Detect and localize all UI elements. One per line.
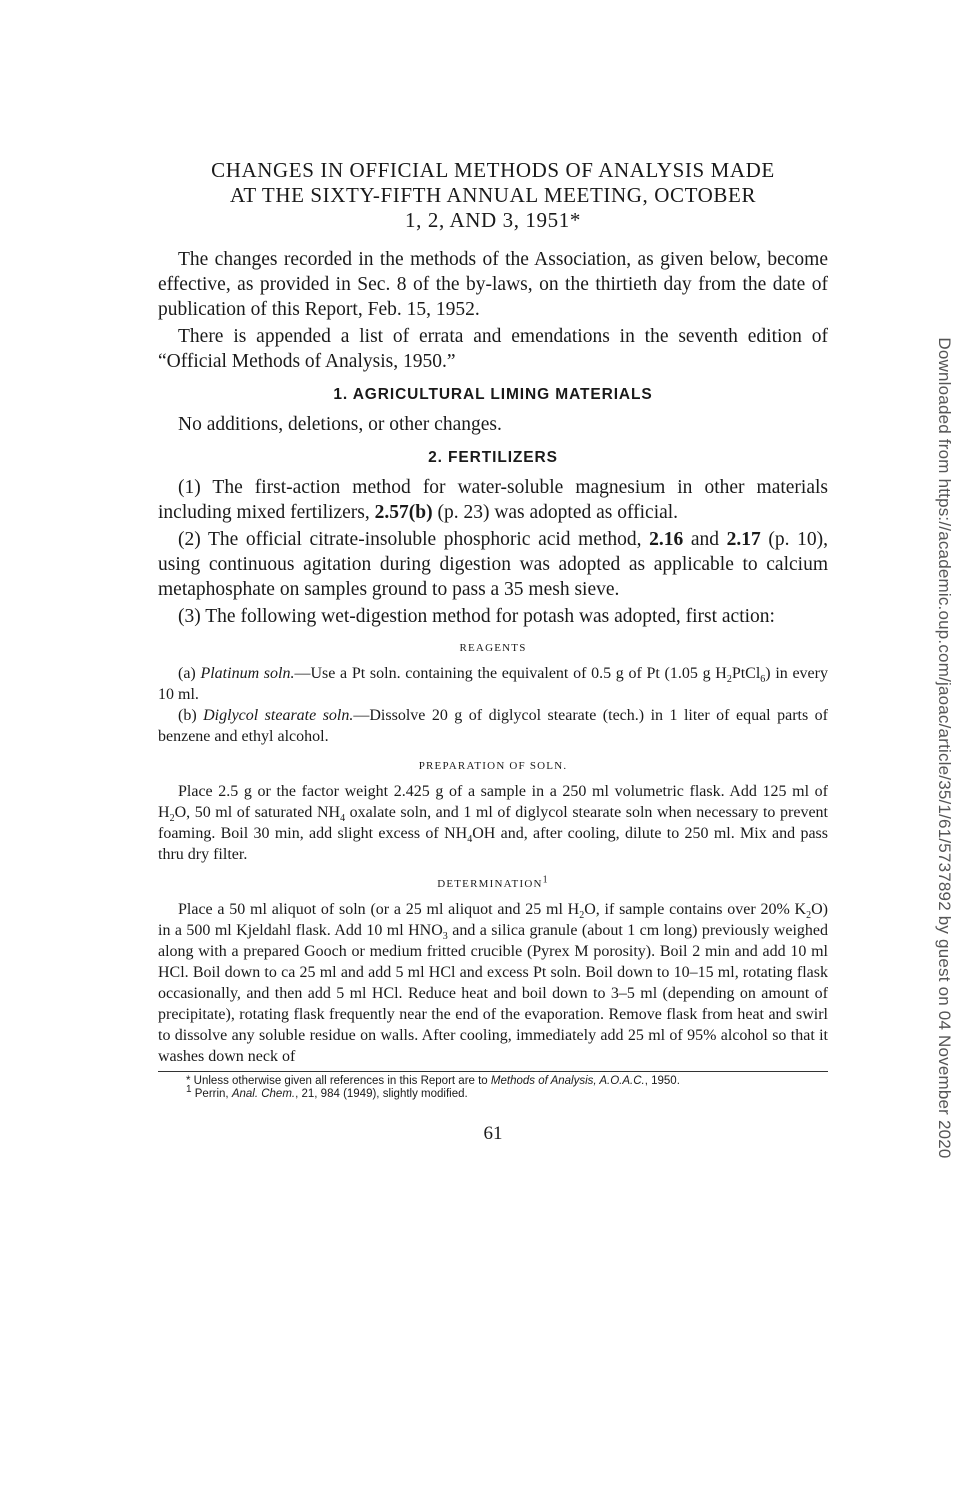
fertilizer-item-1: (1) The first-action method for water-soluble magnesium in other materials including mixed fertilizers, 2.57(b) (p. 23) was adopted as official. bbox=[158, 477, 828, 523]
reagents-block bbox=[158, 642, 828, 747]
section-heading: 2. FERTILIZERS bbox=[428, 449, 558, 466]
title-line-1: CHANGES IN OFFICIAL METHODS OF ANALYSIS MADE bbox=[211, 158, 775, 182]
footnote-1: * Unless otherwise given all references in this Report are to Methods of Analysis, A.O.A.C., 1950. bbox=[186, 1075, 680, 1087]
article-title bbox=[158, 158, 828, 233]
method-reference: 2.16 bbox=[649, 529, 684, 550]
determination-block bbox=[158, 874, 829, 1067]
method-reference: 2.57(b) bbox=[374, 502, 433, 523]
preparation-block bbox=[158, 760, 828, 865]
footnotes bbox=[158, 1071, 828, 1101]
determination-text: Place a 50 ml aliquot of soln (or a 25 ml aliquot and 25 ml $H_2O$, if sample contains over 20% $K_2O$) in a 500 ml Kjeldahl flask. Add 10 ml $HNO_3$ and a silica granule (about 1 cm long) previously weighed along with a prepared Gooch or medium fritted crucible (Pyrex M porosity). Boil 2 min and add 10 ml HCl. Boil down to ca 25 ml and add 5 ml HCl and excess Pt soln. Boil down to 10–15 ml, rotating flask occasionally, and then add 5 ml HCl. Reduce heat and boil down to 3–5 ml (depending on amount of precipitate), rotating flask frequently near the end of the evaporation. Remove flask from heat and swirl to dissolve any soluble residue on walls. After cooling, immediately add 25 ml of 95% alcohol so that it washes down neck of bbox=[158, 901, 829, 1065]
section-text: No additions, deletions, or other changes. bbox=[178, 414, 502, 435]
footnote-2: $^1$ Perrin, Anal. Chem., 21, 984 (1949), slightly modified. bbox=[186, 1084, 468, 1100]
section-heading: 1. AGRICULTURAL LIMING MATERIALS bbox=[333, 386, 653, 403]
subsection-heading: PREPARATION OF SOLN. bbox=[418, 760, 568, 772]
intro-paragraph-1: The changes recorded in the methods of the Association, as given below, become effective, as provided in Sec. 8 of the by-laws, on the thirtieth day from the date of publication of this Report, Feb. 15, 1952. bbox=[158, 249, 828, 320]
subsection-heading: DETERMINATION$^1$ bbox=[437, 874, 549, 890]
title-line-3: 1, 2, AND 3, 1951* bbox=[405, 208, 581, 232]
article-page bbox=[158, 158, 828, 1145]
footnote-mark: 1 bbox=[542, 874, 549, 886]
reagent-b: (b) Diglycol stearate soln.—Dissolve 20 g of diglycol stearate (tech.) in 1 liter of equal parts of benzene and ethyl alcohol. bbox=[158, 707, 828, 745]
section-liming-materials bbox=[158, 386, 828, 437]
fertilizer-item-3: (3) The following wet-digestion method for potash was adopted, first action: bbox=[178, 606, 775, 627]
page-number: 61 bbox=[483, 1123, 503, 1144]
subsection-heading: REAGENTS bbox=[459, 642, 527, 654]
reagent-a: (a) Platinum soln.—Use a Pt soln. containing the equivalent of 0.5 g of Pt (1.05 g $H_2PtCl_6$) in every 10 ml. bbox=[158, 665, 828, 703]
intro-paragraph-2: There is appended a list of errata and emendations in the seventh edition of “Official Methods of Analysis, 1950.” bbox=[158, 326, 828, 372]
introduction bbox=[158, 247, 828, 374]
title-line-2: AT THE SIXTY-FIFTH ANNUAL MEETING, OCTOBER bbox=[229, 183, 757, 207]
preparation-text: Place 2.5 g or the factor weight 2.425 g of a sample in a 250 ml volumetric flask. Add 125 ml of $H_2O$, 50 ml of saturated $NH_4$ oxalate soln, and 1 ml of diglycol stearate soln when necessary to prevent foaming. Boil 30 min, add slight excess of $NH_4OH$ and, after cooling, dilute to 250 ml. Mix and pass thru dry filter. bbox=[158, 783, 829, 863]
fertilizer-item-2: (2) The official citrate-insoluble phosphoric acid method, 2.16 and 2.17 (p. 10), using continuous agitation during digestion was adopted as applicable to calcium metaphosphate on samples ground to pass a 35 mesh sieve. bbox=[158, 529, 828, 600]
section-fertilizers bbox=[158, 449, 828, 629]
method-reference: 2.17 bbox=[726, 529, 761, 550]
download-notice: Downloaded from https://academic.oup.com/jaoac/article/35/1/61/5737892 by guest on 04 November 2020 bbox=[935, 337, 954, 1159]
